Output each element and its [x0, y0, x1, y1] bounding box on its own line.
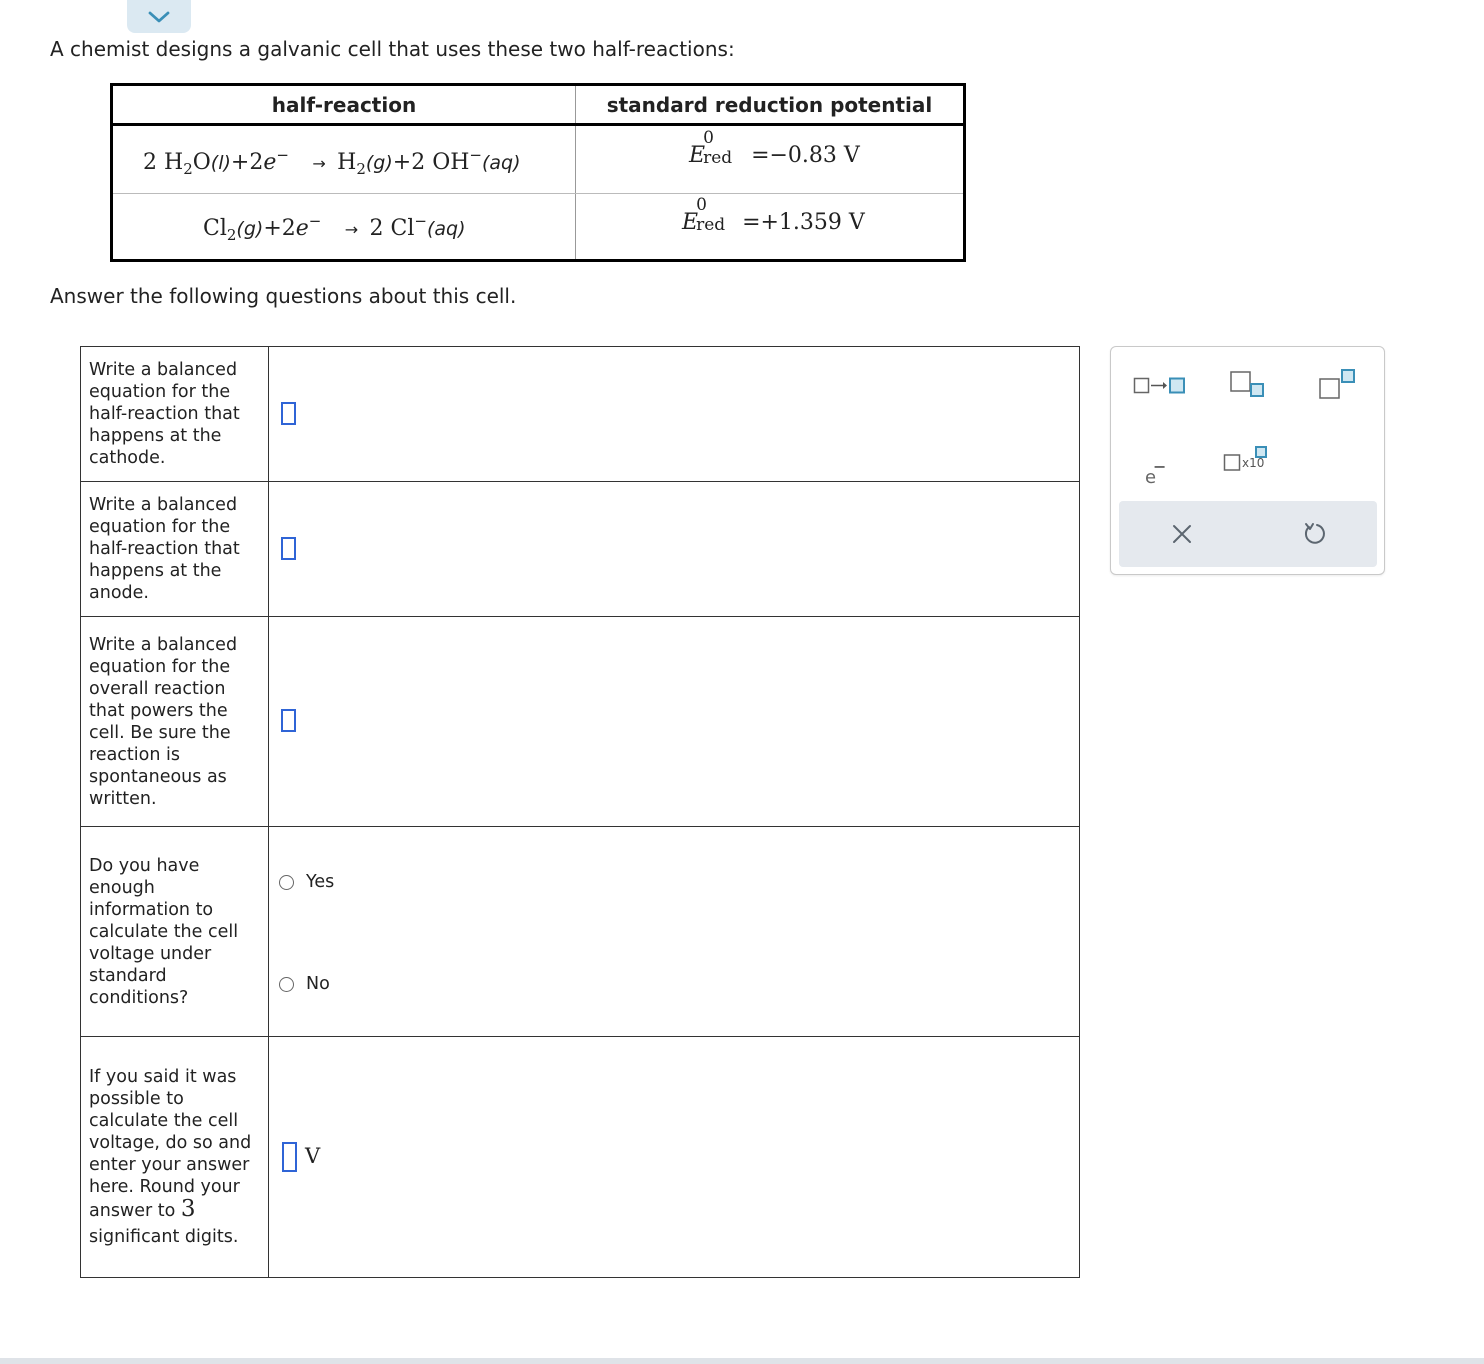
header-potential: standard reduction potential [606, 92, 933, 117]
horizontal-scrollbar[interactable] [0, 1358, 1484, 1364]
anode-answer-input[interactable] [281, 537, 296, 560]
question-row-overall [81, 617, 1079, 827]
cathode-answer-input[interactable] [281, 402, 296, 425]
question-label: Write a balanced equation for the overall reaction that powers the cell. Be sure the reaction is spontaneous as written. [81, 617, 269, 826]
question-label: If you said it was possible to calculate the cell voltage, do so and enter your answer here. Round your answer to 3 significant digits. [81, 1037, 269, 1277]
table-header [113, 86, 963, 126]
table-row [113, 194, 963, 259]
question-row-cathode [81, 347, 1079, 482]
reaction-arrow-icon: → [312, 154, 326, 173]
subscript-icon [1229, 369, 1265, 399]
radio-no[interactable]: No [279, 974, 330, 994]
chevron-down-icon [147, 9, 171, 25]
question-row-anode [81, 482, 1079, 617]
header-half-reaction: half-reaction [113, 86, 576, 123]
problem-intro: A chemist designs a galvanic cell that uses these two half-reactions: [50, 37, 735, 61]
scientific-notation-tool[interactable]: x10 [1223, 445, 1269, 475]
table-row [113, 126, 963, 194]
radio-yes[interactable]: Yes [279, 872, 334, 892]
equation-tool-panel [1110, 346, 1385, 575]
clear-button[interactable] [1171, 523, 1193, 545]
cell-voltage-input[interactable] [282, 1142, 297, 1172]
reaction-arrow-icon: → [344, 220, 359, 239]
radio-circle-icon [279, 977, 294, 992]
electron-tool[interactable]: e − [1145, 457, 1167, 488]
undo-icon [1302, 521, 1328, 547]
voltage-unit: V [305, 1144, 321, 1168]
question-label: Write a balanced equation for the half-reaction that happens at the anode. [81, 482, 269, 616]
question-label: Write a balanced equation for the half-reaction that happens at the cathode. [81, 347, 269, 481]
standard-reduction-potential: E 0 red =+1.359 V [682, 195, 865, 235]
overall-reaction-input[interactable] [281, 709, 296, 732]
question-row-voltage [81, 1037, 1079, 1277]
half-reaction-equation: $Cl_2(g)+2e^- \to 2$ Cl−(aq) [203, 212, 466, 244]
standard-reduction-potential: E 0 red =−0.83 V [689, 128, 860, 168]
half-reaction-table [110, 83, 966, 262]
answer-instructions: Answer the following questions about this cell. [50, 284, 517, 308]
question-label: Do you have enough information to calculate the cell voltage under standard conditions? [81, 827, 269, 1036]
superscript-icon [1318, 367, 1358, 401]
half-reaction-equation: 2 $H_2O(l)+2e^- \to H_2(g)+2$ OH−(aq) [143, 146, 521, 178]
superscript-tool[interactable] [1318, 367, 1358, 401]
undo-button[interactable] [1302, 521, 1328, 547]
reaction-arrow-tool[interactable] [1133, 375, 1189, 397]
radio-circle-icon [279, 875, 294, 890]
reaction-arrow-icon [1133, 375, 1189, 397]
collapse-tab[interactable] [127, 0, 191, 33]
subscript-tool[interactable] [1229, 369, 1265, 399]
question-table [80, 346, 1080, 1278]
question-row-enough-info [81, 827, 1079, 1037]
action-bar [1119, 501, 1377, 567]
clear-icon [1171, 523, 1193, 545]
